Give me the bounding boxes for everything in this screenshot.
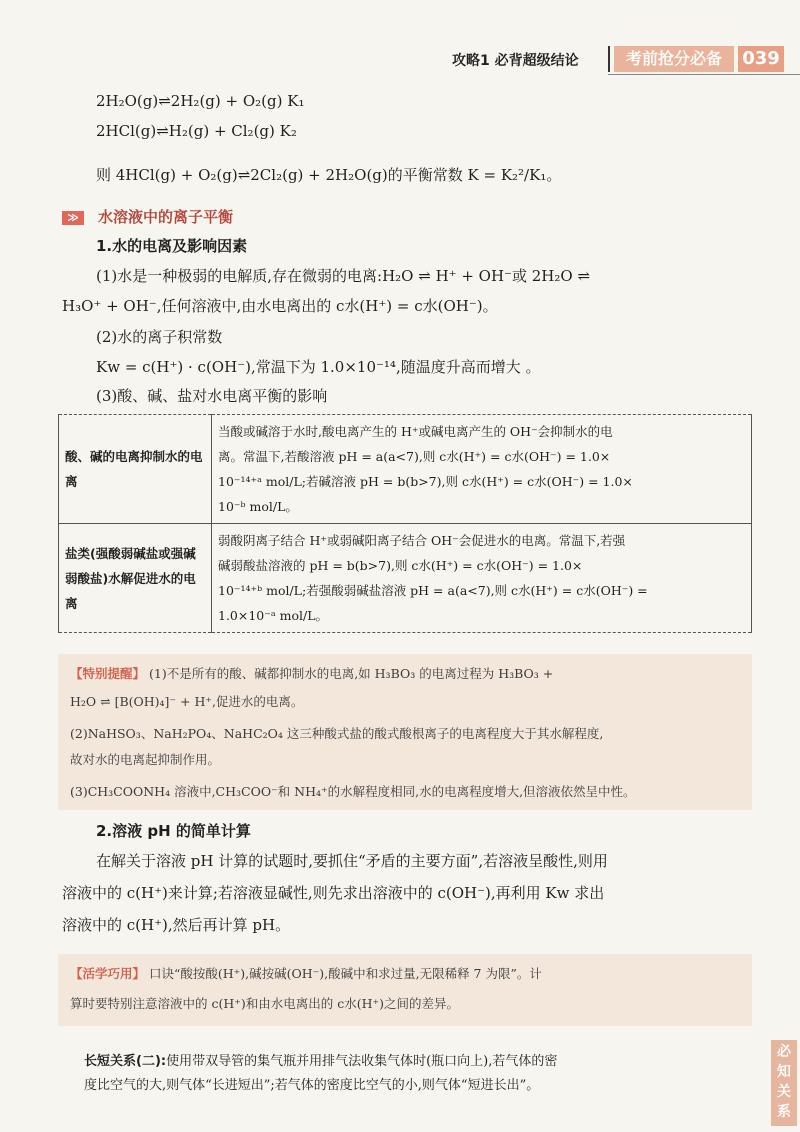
table-cell-line: 当酸或碱溶于水时,酸电离产生的 H⁺或碱电离产生的 OH⁻会抑制水的电 bbox=[218, 424, 613, 439]
table-row-head: 酸、碱的电离抑制水的电离 bbox=[59, 415, 212, 524]
header-rule bbox=[608, 74, 800, 75]
applied-tip-box bbox=[58, 954, 752, 1026]
sub1-line-5: (3)酸、碱、盐对水电离平衡的影响 bbox=[96, 387, 328, 405]
subsection-2-title: 2.溶液 pH 的简单计算 bbox=[96, 822, 251, 840]
tip1-line-3: (2)NaHSO₃、NaH₂PO₄、NaHC₂O₄ 这三种酸式盐的酸式酸根离子的电离程度大于其水解程度, bbox=[70, 726, 604, 741]
tip2-line-2: 算时要特别注意溶液中的 c(H⁺)和由水电离出的 c水(H⁺)之间的差异。 bbox=[70, 996, 459, 1011]
tip2-label: 【活学巧用】 bbox=[70, 966, 146, 981]
side-tab bbox=[771, 1040, 797, 1126]
subsection-1-title: 1.水的电离及影响因素 bbox=[96, 237, 248, 255]
table-row-content bbox=[212, 415, 752, 524]
footer-label: 长短关系(二): bbox=[84, 1054, 167, 1069]
equation-2: 2HCl(g)⇌H₂(g) + Cl₂(g) K₂ bbox=[96, 122, 297, 140]
tip1-line-2: H₂O ⇌ [B(OH)₄]⁻ + H⁺,促进水的电离。 bbox=[70, 694, 304, 709]
sub1-line-1: (1)水是一种极弱的电解质,存在微弱的电离:H₂O ⇌ H⁺ + OH⁻或 2H₂O ⇌ bbox=[96, 267, 591, 285]
table-cell-line: 10⁻¹⁴⁺ᵃ mol/L;若碱溶液 pH = b(b>7),则 c水(H⁺) = c水(OH⁻) = 1.0× bbox=[218, 474, 633, 489]
table-cell-line: 碱弱酸盐溶液的 pH = b(b>7),则 c水(H⁺) = c水(OH⁻) = 1.0× bbox=[218, 558, 583, 573]
tip1-line-4: 故对水的电离起抑制作用。 bbox=[70, 752, 221, 767]
tip1-label: 【特别提醒】 bbox=[70, 666, 146, 681]
equation-1: 2H₂O(g)⇌2H₂(g) + O₂(g) K₁ bbox=[96, 92, 305, 110]
tip1-line-1 bbox=[70, 664, 553, 682]
table-row bbox=[59, 415, 752, 524]
sub1-line-4: Kw = c(H⁺) · c(OH⁻),常温下为 1.0×10⁻¹⁴,随温度升高而增大 。 bbox=[96, 358, 541, 376]
table-row bbox=[59, 524, 752, 633]
table-cell-line: 10⁻ᵇ mol/L。 bbox=[218, 499, 298, 514]
table-cell-line: 10⁻¹⁴⁺ᵇ mol/L;若强酸弱碱盐溶液 pH = a(a<7),则 c水(H⁺) = c水(OH⁻) = bbox=[218, 583, 648, 598]
tip1-line-5: (3)CH₃COONH₄ 溶液中,CH₃COO⁻和 NH₄⁺的水解程度相同,水的电离程度增大,但溶液依然呈中性。 bbox=[70, 784, 636, 799]
strategy-title: 攻略1 必背超级结论 bbox=[452, 53, 579, 69]
special-reminder-box bbox=[58, 654, 752, 810]
side-tab-label: 必知关系 bbox=[777, 1044, 791, 1120]
sub1-line-2: H₃O⁺ + OH⁻,任何溶液中,由水电离出的 c水(H⁺) = c水(OH⁻)。 bbox=[62, 297, 498, 315]
tip2-line-1 bbox=[70, 964, 542, 982]
equation-3: 则 4HCl(g) + O₂(g)⇌2Cl₂(g) + 2H₂O(g)的平衡常数 K = K₂²/K₁。 bbox=[96, 166, 562, 184]
footer-text: 使用带双导管的集气瓶并用排气法收集气体时(瓶口向上),若气体的密 bbox=[166, 1054, 558, 1069]
sub1-line-3: (2)水的离子积常数 bbox=[96, 328, 223, 346]
table-cell-line: 1.0×10⁻ᵃ mol/L。 bbox=[218, 608, 329, 623]
sub2-line-1: 在解关于溶液 pH 计算的试题时,要抓住“矛盾的主要方面”,若溶液呈酸性,则用 bbox=[96, 852, 608, 870]
table-row-content bbox=[212, 524, 752, 633]
section-title: 水溶液中的离子平衡 bbox=[98, 208, 234, 226]
header-tag: 考前抢分必备 bbox=[614, 46, 734, 72]
footer-line-1 bbox=[84, 1050, 764, 1069]
double-chevron-icon: ≫ bbox=[62, 211, 84, 225]
table-cell-line: 弱酸阴离子结合 H⁺或弱碱阳离子结合 OH⁻会促进水的电离。常温下,若强 bbox=[218, 533, 626, 548]
tip1-text: (1)不是所有的酸、碱都抑制水的电离,如 H₃BO₃ 的电离过程为 H₃BO₃ + bbox=[149, 666, 554, 681]
footer-line-2: 度比空气的大,则气体“长进短出”;若气体的密度比空气的小,则气体“短进长出”。 bbox=[84, 1078, 540, 1093]
header-divider bbox=[608, 46, 610, 72]
table-row-head: 盐类(强酸弱碱盐或强碱弱酸盐)水解促进水的电离 bbox=[59, 524, 212, 633]
table-cell-line: 离。常温下,若酸溶液 pH = a(a<7),则 c水(H⁺) = c水(OH⁻) = 1.0× bbox=[218, 449, 611, 464]
section-heading bbox=[62, 206, 233, 227]
sub2-line-2: 溶液中的 c(H⁺)来计算;若溶液显碱性,则先求出溶液中的 c(OH⁻),再利用 Kw 求出 bbox=[62, 884, 605, 902]
page-header bbox=[0, 46, 800, 74]
ion-effect-table bbox=[58, 414, 752, 633]
sub2-line-3: 溶液中的 c(H⁺),然后再计算 pH。 bbox=[62, 916, 291, 934]
page-number: 039 bbox=[738, 46, 784, 72]
tip2-text: 口诀“酸按酸(H⁺),碱按碱(OH⁻),酸碱中和求过量,无限稀释 7 为限”。计 bbox=[149, 966, 542, 981]
